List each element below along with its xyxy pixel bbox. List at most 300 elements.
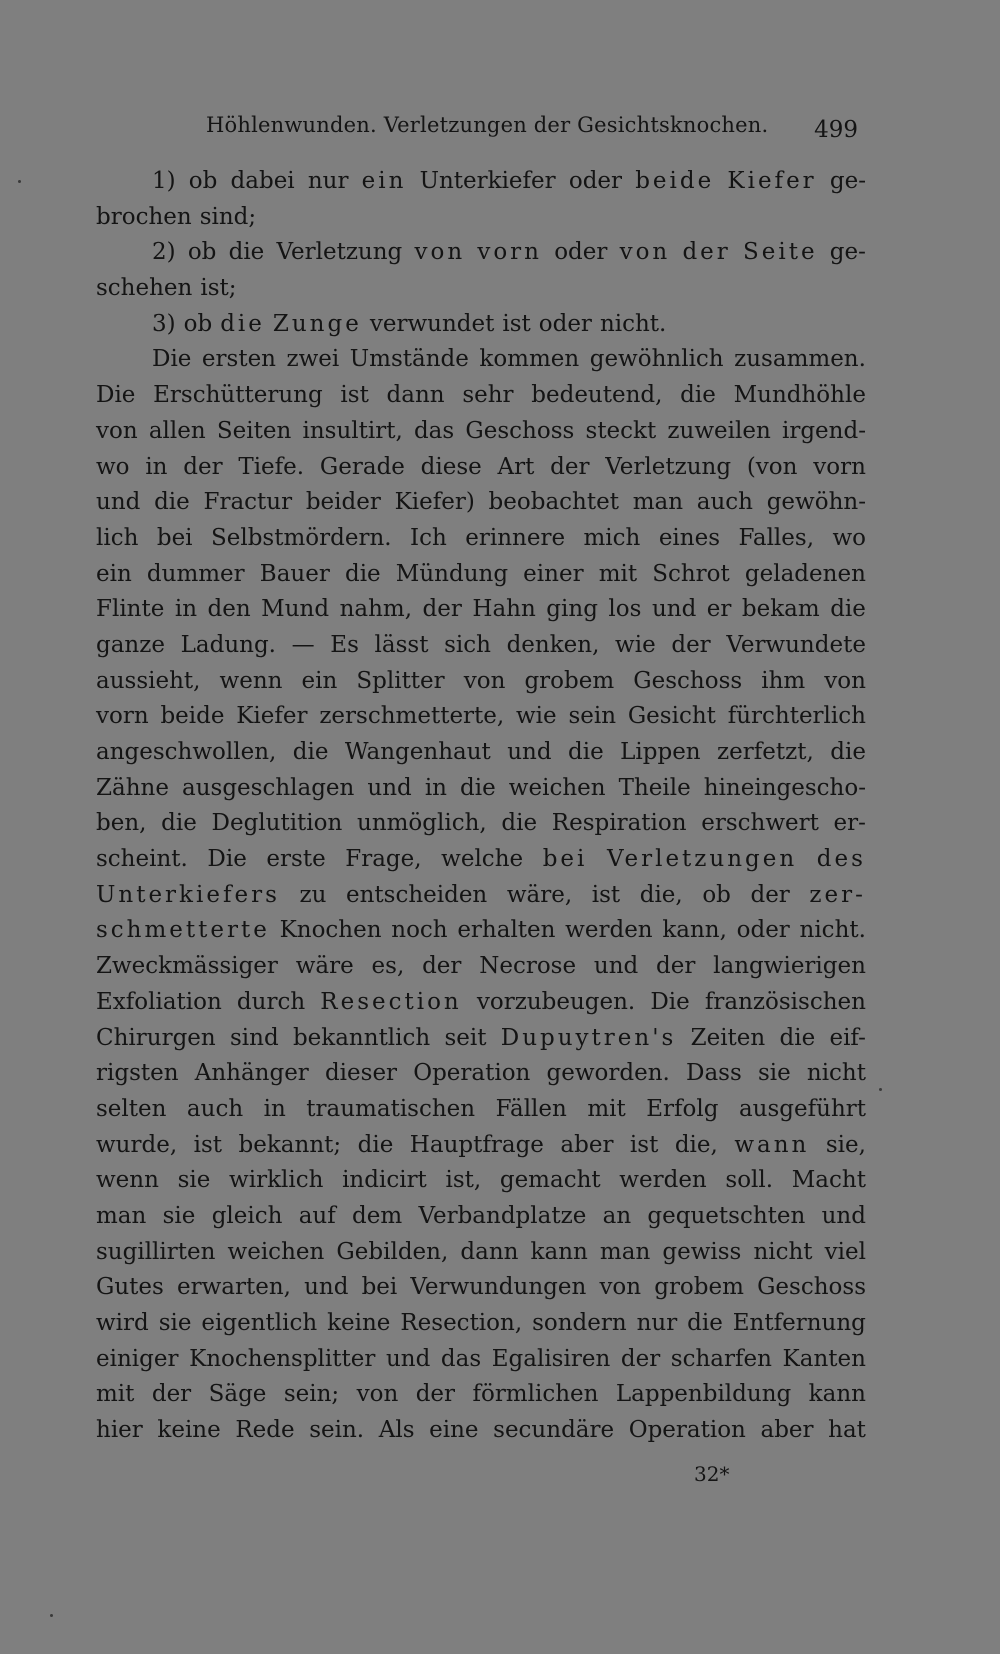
word: die [779, 1024, 816, 1051]
word: los [608, 596, 642, 623]
text-line [96, 342, 866, 378]
word: Resection [320, 988, 462, 1015]
word: ein [96, 560, 132, 587]
text-line [96, 1270, 866, 1306]
word: in [145, 453, 168, 480]
word: mich [583, 524, 641, 551]
word: Erschütterung [153, 382, 323, 409]
word: vorn [813, 453, 866, 480]
word: Theile [618, 774, 691, 801]
word: die [292, 739, 329, 765]
word: kann [808, 1381, 866, 1408]
word: des [816, 846, 866, 873]
word: Verletzungen [606, 846, 798, 873]
text-line [96, 485, 866, 521]
word: und [304, 1274, 349, 1301]
word: ist, [445, 1167, 482, 1194]
word: Die [650, 988, 690, 1015]
text-line [96, 557, 866, 593]
word: der [682, 239, 731, 266]
word: wo [832, 524, 866, 551]
word: Als [378, 1417, 415, 1444]
word: und [651, 596, 697, 623]
word: entscheiden [345, 881, 488, 908]
word: in [424, 774, 447, 801]
word: Resection, [400, 1310, 523, 1336]
word: Unterkiefer [419, 168, 556, 194]
word: ob [188, 168, 218, 194]
word: vorn [96, 703, 149, 730]
text-line [96, 1021, 866, 1057]
word: indicirt [342, 1167, 427, 1194]
word: sugillirten [96, 1238, 216, 1265]
word: Entfernung [732, 1310, 866, 1336]
word: ersten [201, 346, 276, 373]
word: auch [696, 489, 753, 516]
word: ist [193, 1131, 223, 1158]
word: keine [157, 1417, 221, 1444]
word: ein [361, 168, 407, 194]
word: die [161, 810, 197, 837]
word: Seiten [216, 417, 292, 444]
word: Selbstmördern. [210, 524, 392, 551]
word: ge- [829, 168, 866, 194]
word: wird [96, 1310, 149, 1336]
word: sie [162, 1202, 196, 1229]
word: der [422, 596, 462, 623]
word: nicht [753, 1238, 813, 1265]
word: allen [148, 417, 206, 444]
word: Verletzung [276, 239, 403, 266]
word: ging [546, 596, 598, 623]
word: es, [371, 953, 405, 980]
text-line [96, 307, 866, 343]
text-line [96, 913, 866, 949]
word: Bauer [259, 560, 330, 587]
word: der [422, 953, 462, 980]
word: Fractur [203, 489, 293, 516]
word: hier [96, 1417, 143, 1444]
word: dem [352, 1202, 403, 1229]
text-line [96, 1306, 866, 1342]
word: die [501, 810, 538, 837]
word: aussieht, [96, 667, 201, 694]
word: sie, [825, 1131, 866, 1158]
word: Operation [413, 1060, 531, 1087]
word: Fällen [495, 1095, 567, 1122]
text-line [96, 235, 866, 271]
word: nicht. [599, 310, 667, 337]
word: Gebilden, [336, 1238, 449, 1265]
word: 1) [152, 168, 176, 194]
text-line [96, 771, 866, 807]
word: Chirurgen [96, 1024, 216, 1051]
word: erschwert [701, 810, 819, 837]
word: der [151, 1381, 192, 1408]
word: weichen [227, 1238, 325, 1265]
word: die [220, 310, 265, 337]
word: bei [361, 1274, 398, 1301]
word: geladenen [744, 560, 866, 587]
word: Kiefer [727, 168, 817, 194]
word: vorzubeugen. [476, 988, 636, 1015]
word: man [599, 1238, 651, 1265]
word: gemacht [499, 1167, 601, 1194]
word: sein. [309, 1417, 365, 1444]
word: ben, [96, 810, 147, 837]
word: der [750, 881, 790, 908]
word: wann [734, 1131, 810, 1158]
word: gewiss [662, 1238, 742, 1265]
word: Rede [235, 1417, 295, 1444]
word: er- [833, 810, 866, 837]
word: gequetschten [647, 1202, 806, 1229]
word: nahm, [339, 596, 413, 623]
word: wirklich [229, 1167, 324, 1194]
text-line [96, 1056, 866, 1092]
text-line [96, 450, 866, 486]
word: grobem [524, 667, 615, 694]
text-line [96, 1199, 866, 1235]
word: mit [587, 1095, 626, 1122]
word: die, [639, 881, 683, 908]
word: diese [420, 453, 482, 480]
word: wenn [219, 667, 283, 694]
word: ist [629, 1131, 659, 1158]
word: Exfoliation [96, 988, 222, 1015]
word: bei [542, 846, 588, 873]
word: Mund [261, 596, 330, 623]
word: gewöhnlich [589, 346, 724, 373]
word: langwierigen [713, 953, 866, 980]
word: förmlichen [472, 1381, 599, 1408]
word: Geschoss [757, 1274, 866, 1301]
word: von [599, 1274, 642, 1301]
word: irgend- [781, 417, 866, 444]
word: secundäre [493, 1417, 615, 1444]
text-line [96, 592, 866, 628]
word: Die [207, 846, 247, 873]
word: bekanntlich [292, 1024, 431, 1051]
word: Lappenbildung [615, 1381, 792, 1408]
word: und [367, 774, 412, 801]
word: Kanten [782, 1345, 866, 1372]
word: beider [305, 489, 381, 516]
word: Die [152, 346, 192, 373]
word: Verwundungen [410, 1274, 587, 1301]
word: Splitter [356, 667, 445, 694]
word: sich [444, 631, 491, 658]
word: man [632, 489, 684, 516]
text-line [96, 271, 866, 307]
word: oder [736, 917, 790, 944]
word: die [228, 239, 265, 266]
text-line [96, 985, 866, 1021]
word: wäre, [506, 881, 573, 908]
word: das [440, 1345, 482, 1372]
word: fürchterlich [727, 703, 866, 730]
word: beide [160, 703, 225, 730]
word: welche [441, 846, 524, 873]
word: Respiration [551, 810, 687, 837]
text-line [96, 1377, 866, 1413]
word: Dass [686, 1060, 742, 1087]
word: auf [298, 1202, 336, 1229]
word: Kiefer) [394, 489, 475, 516]
text-line [96, 1128, 866, 1164]
word: von [414, 239, 466, 266]
word: das [413, 417, 455, 444]
word: weichen [508, 774, 606, 801]
word: Lippen [620, 739, 701, 765]
page-number: 499 [814, 117, 858, 143]
word: die, [674, 1131, 718, 1158]
word: bekannt; [238, 1131, 342, 1158]
word: Gutes [96, 1274, 164, 1301]
word: ihm [761, 667, 806, 694]
word: eigentlich [201, 1310, 318, 1336]
word: sein; [283, 1381, 340, 1408]
word: beobachtet [488, 489, 619, 516]
word: Geschoss [465, 417, 575, 444]
word: die [460, 774, 496, 801]
word: Falles, [738, 524, 815, 551]
word: ob [702, 881, 731, 908]
word: ob [183, 310, 213, 337]
word: lässt [374, 631, 429, 658]
page-header [206, 113, 858, 149]
word: geworden. [546, 1060, 670, 1087]
word: bei [156, 524, 193, 551]
word: gewöhn- [766, 489, 866, 516]
word: Operation [628, 1417, 746, 1444]
word: Flinte [96, 596, 165, 623]
word: Knochensplitter [189, 1345, 376, 1372]
word: Verwundete [726, 631, 866, 658]
word: Dupuytren's [500, 1024, 677, 1051]
word: schehen [96, 275, 193, 302]
word: Ich [410, 524, 447, 551]
word: die [687, 1310, 723, 1336]
text-line [96, 1235, 866, 1271]
word: traumatischen [306, 1095, 476, 1122]
word: keine [327, 1310, 391, 1336]
word: Anhänger [194, 1060, 309, 1087]
word: Schrot [652, 560, 730, 587]
word: — [291, 631, 315, 658]
word: an [602, 1202, 632, 1229]
word: Verletzung [605, 453, 732, 480]
word: (von [746, 453, 798, 480]
text-line [96, 200, 866, 236]
word: Kiefer [236, 703, 308, 730]
paper-speck [18, 180, 21, 183]
word: von [463, 667, 506, 694]
word: der [620, 1345, 661, 1372]
text-line [96, 414, 866, 450]
word: sondern [532, 1310, 627, 1336]
word: kann [530, 1238, 588, 1265]
word: sind [229, 1024, 279, 1051]
word: Gerade [319, 453, 405, 480]
word: sie [757, 1060, 791, 1087]
word: die [680, 382, 716, 409]
word: dann [386, 382, 445, 409]
word: und [96, 489, 141, 516]
word: den [207, 596, 251, 623]
word: eine [429, 1417, 479, 1444]
word: Seite [743, 239, 818, 266]
word: und [385, 1345, 431, 1372]
word: die [568, 739, 604, 765]
word: aber [560, 1131, 614, 1158]
word: Es [330, 631, 359, 658]
text-line [96, 1163, 866, 1199]
word: scharfen [670, 1345, 772, 1372]
word: der [656, 953, 696, 980]
word: mit [598, 560, 638, 587]
word: Zeiten [690, 1024, 766, 1051]
word: dabei [230, 168, 295, 194]
word: in [174, 596, 198, 623]
word: Hauptfrage [409, 1131, 544, 1158]
text-line [96, 699, 866, 735]
running-title: Höhlenwunden. Verletzungen der Gesichtsknochen. [206, 113, 769, 137]
word: bedeutend, [531, 382, 663, 409]
paper-speck [50, 1614, 53, 1617]
word: die [357, 1131, 394, 1158]
word: kann, [662, 917, 727, 944]
text-line [96, 628, 866, 664]
word: Egalisiren [491, 1345, 611, 1372]
word: Necrose [479, 953, 577, 980]
word: schmetterte [96, 917, 270, 944]
word: die [830, 596, 866, 623]
word: wie [516, 703, 557, 730]
word: durch [236, 988, 306, 1015]
word: bekam [741, 596, 820, 623]
word: er [706, 596, 732, 623]
paper-speck [879, 1088, 882, 1091]
word: selten [96, 1095, 167, 1122]
word: soll. [725, 1167, 774, 1194]
word: von [96, 417, 138, 444]
word: in [263, 1095, 286, 1122]
word: zuweilen [667, 417, 771, 444]
word: ausgeführt [738, 1095, 866, 1122]
word: denken, [506, 631, 600, 658]
word: unmöglich, [357, 810, 487, 837]
word: der [183, 453, 223, 480]
word: die [344, 560, 381, 587]
word: ist; [200, 275, 237, 302]
word: zu [299, 881, 327, 908]
word: und [821, 1202, 866, 1229]
text-line [96, 735, 866, 771]
word: von [824, 667, 866, 694]
word: Macht [791, 1167, 866, 1194]
word: ge- [829, 239, 866, 266]
word: lich [96, 524, 139, 551]
word: brochen [96, 203, 192, 230]
word: sehr [462, 382, 514, 409]
word: 2) [152, 239, 176, 266]
word: ausgeschlagen [181, 774, 355, 801]
word: ist [502, 310, 531, 337]
word: Frage, [345, 846, 422, 873]
word: werden [619, 1167, 707, 1194]
word: mit [96, 1381, 135, 1408]
word: wäre [295, 953, 354, 980]
word: vorn [477, 239, 542, 266]
word: angeschwollen, [96, 739, 277, 765]
word: ob [187, 239, 217, 266]
word: einiger [96, 1345, 179, 1372]
word: ganze [96, 631, 165, 658]
word: die [830, 739, 866, 765]
text-line [96, 1092, 866, 1128]
word: nur [636, 1310, 678, 1336]
word: Mündung [395, 560, 509, 587]
word: verwundet [369, 310, 495, 337]
word: viel [824, 1238, 866, 1265]
word: nur [307, 168, 349, 194]
word: sind; [199, 203, 257, 230]
word: eif- [829, 1024, 866, 1051]
word: Zweckmässiger [96, 953, 278, 980]
word: französischen [704, 988, 866, 1015]
word: Säge [208, 1381, 267, 1408]
text-line [96, 164, 866, 200]
word: Mundhöhle [733, 382, 866, 409]
body-text [96, 164, 866, 1449]
word: beide [635, 168, 715, 194]
word: gleich [211, 1202, 283, 1229]
word: oder [538, 310, 592, 337]
word: und [507, 739, 552, 765]
word: sie [177, 1167, 211, 1194]
word: zerschmetterte, [319, 703, 505, 730]
word: Gesicht [627, 703, 716, 730]
text-line [96, 842, 866, 878]
word: kommen [479, 346, 580, 373]
text-line [96, 949, 866, 985]
word: wo [96, 453, 130, 480]
word: erste [266, 846, 326, 873]
word: Art [497, 453, 535, 480]
word: sein [568, 703, 617, 730]
word: Tiefe. [238, 453, 305, 480]
word: der [415, 1381, 456, 1408]
word: Deglutition [211, 810, 343, 837]
word: Knochen [279, 917, 382, 944]
word: erhalten [457, 917, 556, 944]
text-line [96, 878, 866, 914]
word: Zähne [96, 774, 169, 801]
word: man [96, 1202, 147, 1229]
word: zusammen. [734, 346, 866, 373]
word: aber [760, 1417, 814, 1444]
word: Zunge [272, 310, 362, 337]
word: oder [568, 168, 623, 194]
text-line [96, 1413, 866, 1449]
word: eines [658, 524, 721, 551]
word: dieser [324, 1060, 398, 1087]
word: dummer [146, 560, 245, 587]
word: Die [96, 382, 136, 409]
word: Ladung. [180, 631, 276, 658]
word: und [593, 953, 639, 980]
